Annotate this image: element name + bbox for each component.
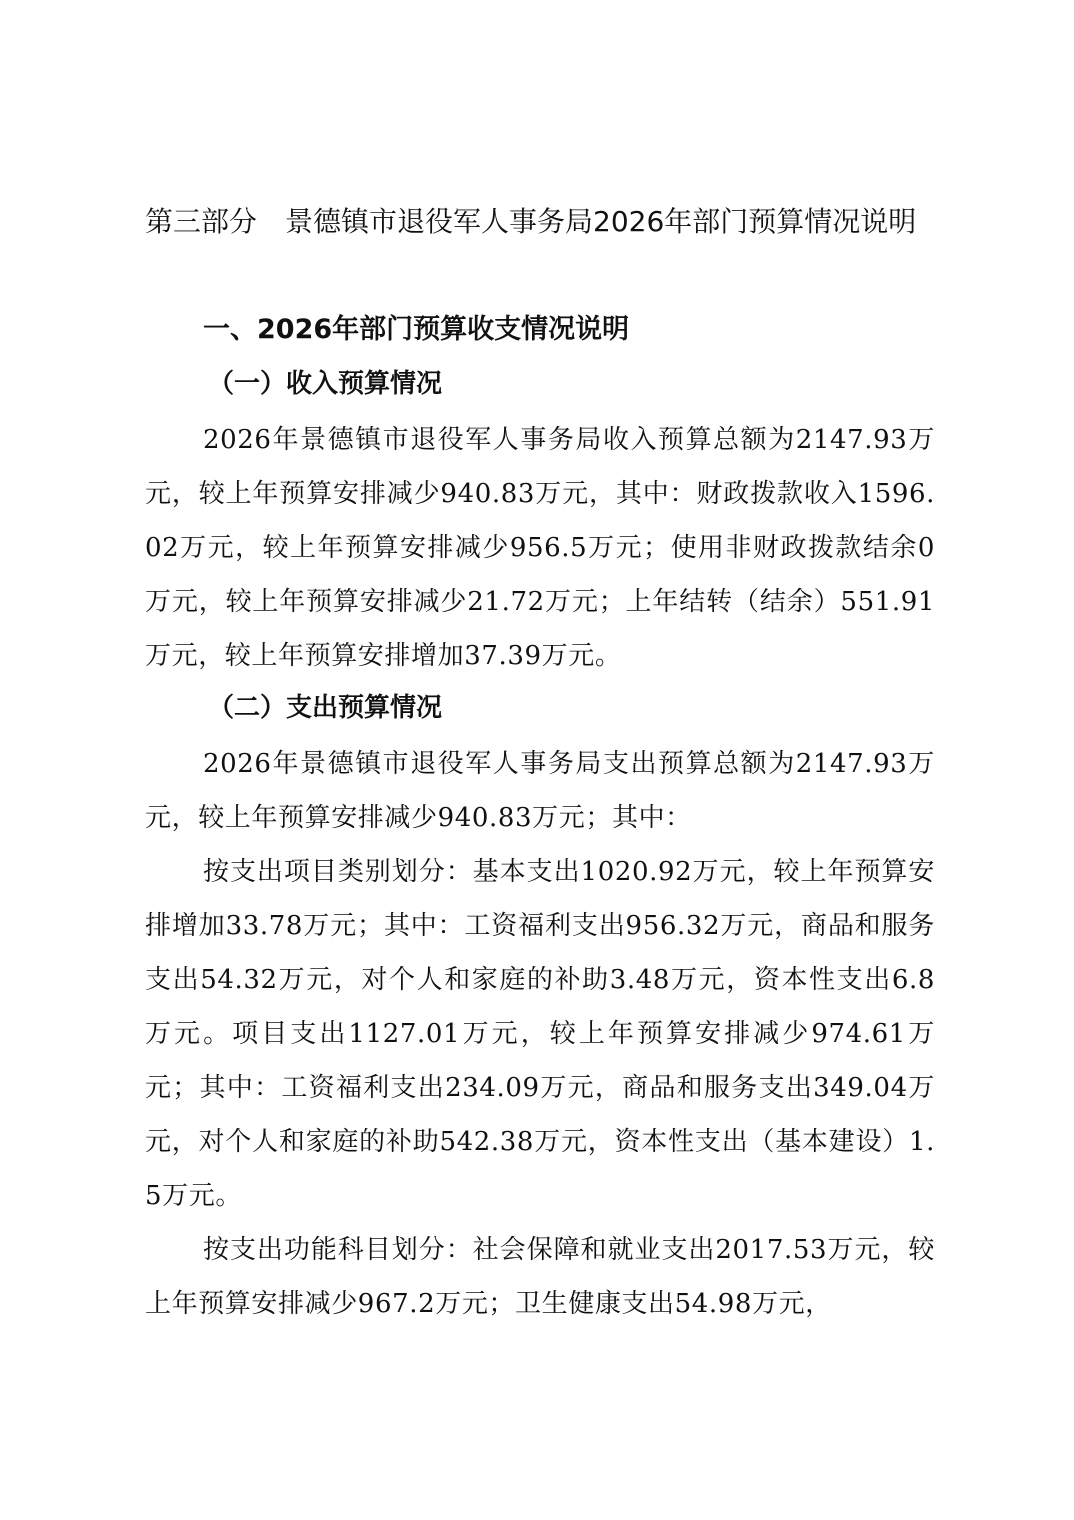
expense-by-category-paragraph: 按支出项目类别划分：基本支出1020.92万元，较上年预算安排增加33.78万元；其中：工资福利支出956.32万元，商品和服务支出54.32万元，对个人和家庭的补助3.48万元，资本性支出6.8万元。项目支出1127.01万元，较上年预算安排减少974.61万元；其中：工资福利支出234.09万元，商品和服务支出349.04万元，对个人和家庭的补助542.38万元，资本性支出（基本建设）1.5万元。 (145, 857, 935, 1211)
income-heading: （一）收入预算情况 (208, 369, 443, 399)
expense-paragraph: 2026年景德镇市退役军人事务局支出预算总额为2147.93万元，较上年预算安排减少940.83万元；其中： (145, 749, 935, 833)
income-paragraph: 2026年景德镇市退役军人事务局收入预算总额为2147.93万元，较上年预算安排减少940.83万元，其中：财政拨款收入1596.02万元，较上年预算安排减少956.5万元；使用非财政拨款结余0万元，较上年预算安排减少21.72万元；上年结转（结余）551.91万元，较上年预算安排增加37.39万元。 (145, 425, 935, 671)
expense-by-function-paragraph: 按支出功能科目划分：社会保障和就业支出2017.53万元，较上年预算安排减少967.2万元；卫生健康支出54.98万元， (145, 1235, 935, 1319)
section-heading: 一、2026年部门预算收支情况说明 (203, 314, 630, 345)
expense-heading: （二）支出预算情况 (208, 693, 443, 723)
document-title: 第三部分 景德镇市退役军人事务局2026年部门预算情况说明 (145, 205, 917, 238)
